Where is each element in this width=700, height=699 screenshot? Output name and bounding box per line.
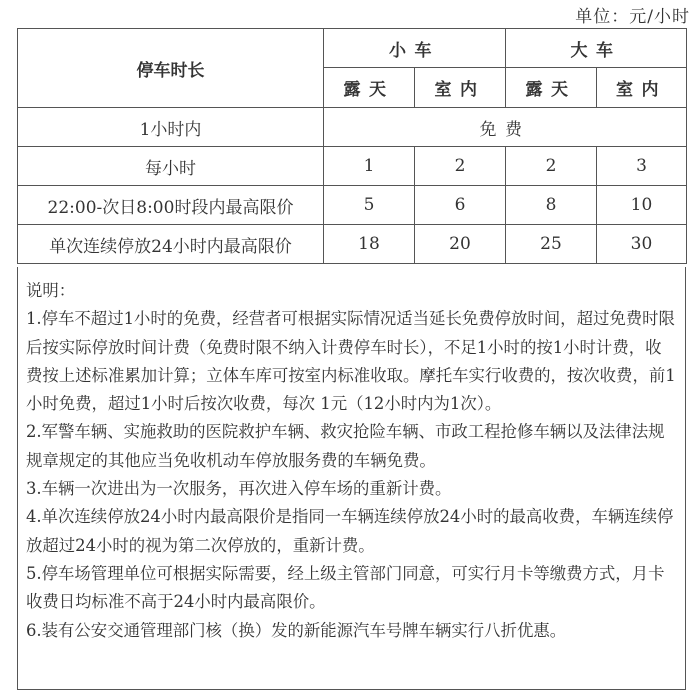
large-car-header: 大车 xyxy=(506,29,687,68)
table-row xyxy=(18,225,687,264)
table-cell: 2 xyxy=(415,147,506,186)
large-open-air-header: 露天 xyxy=(506,68,597,108)
note-item: 1.停车不超过1小时的免费，经营者可根据实际情况适当延长免费停放时间，超过免费时限后按实际停放时间计费（免费时限不纳入计费停车时长），不足1小时的按1小时计费，收费按上述标准累加计算；立体车库可按室内标准收取。摩托车实行收费的，按次收费，前1小时免费，超过1小时后按次收费，每次 1元（12小时内为1次）。 xyxy=(26,309,676,414)
table-cell: 5 xyxy=(324,186,415,225)
large-indoor-header: 室内 xyxy=(597,68,687,108)
table-cell: 6 xyxy=(415,186,506,225)
table-row xyxy=(18,147,687,186)
row-label: 单次连续停放24小时内最高限价 xyxy=(18,225,324,264)
unit-label: 单位：元/小时 xyxy=(575,7,690,27)
small-open-air-header: 露天 xyxy=(324,68,415,108)
table-row xyxy=(18,186,687,225)
note-item: 3.车辆一次进出为一次服务，再次进入停车场的重新计费。 xyxy=(26,479,452,499)
table-cell: 1 xyxy=(324,147,415,186)
note-item: 5.停车场管理单位可根据实际需要，经上级主管部门同意，可实行月卡等缴费方式，月卡收费日均标准不高于24小时内最高限价。 xyxy=(26,563,665,612)
note-item: 2.军警车辆、实施救助的医院救护车辆、救灾抢险车辆、市政工程抢修车辆以及法律法规规章规定的其他应当免收机动车停放服务费的车辆免费。 xyxy=(26,422,665,470)
notes-title: 说明： xyxy=(26,281,76,300)
row-label: 22:00-次日8:00时段内最高限价 xyxy=(18,186,324,225)
table-cell: 10 xyxy=(597,186,687,225)
table-cell: 8 xyxy=(506,186,597,225)
table-cell: 2 xyxy=(506,147,597,186)
row-label: 1小时内 xyxy=(18,108,324,147)
parking-fee-table xyxy=(17,28,687,264)
free-cell: 免费 xyxy=(324,108,687,147)
notes-section xyxy=(17,267,686,690)
table-cell: 30 xyxy=(597,225,687,264)
header-row-vehicle xyxy=(18,29,687,68)
row-label: 每小时 xyxy=(18,147,324,186)
table-cell: 18 xyxy=(324,225,415,264)
table-cell: 3 xyxy=(597,147,687,186)
note-item: 6.装有公安交通管理部门核（换）发的新能源汽车号牌车辆实行八折优惠。 xyxy=(26,620,567,640)
table-cell: 25 xyxy=(506,225,597,264)
table-row xyxy=(18,108,687,147)
table-cell: 20 xyxy=(415,225,506,264)
small-indoor-header: 室内 xyxy=(415,68,506,108)
note-item: 4.单次连续停放24小时内最高限价是指同一车辆连续停放24小时的最高收费，车辆连续停放超过24小时的视为第二次停放的，重新计费。 xyxy=(26,507,674,555)
small-car-header: 小车 xyxy=(324,29,506,68)
duration-header: 停车时长 xyxy=(18,29,324,108)
